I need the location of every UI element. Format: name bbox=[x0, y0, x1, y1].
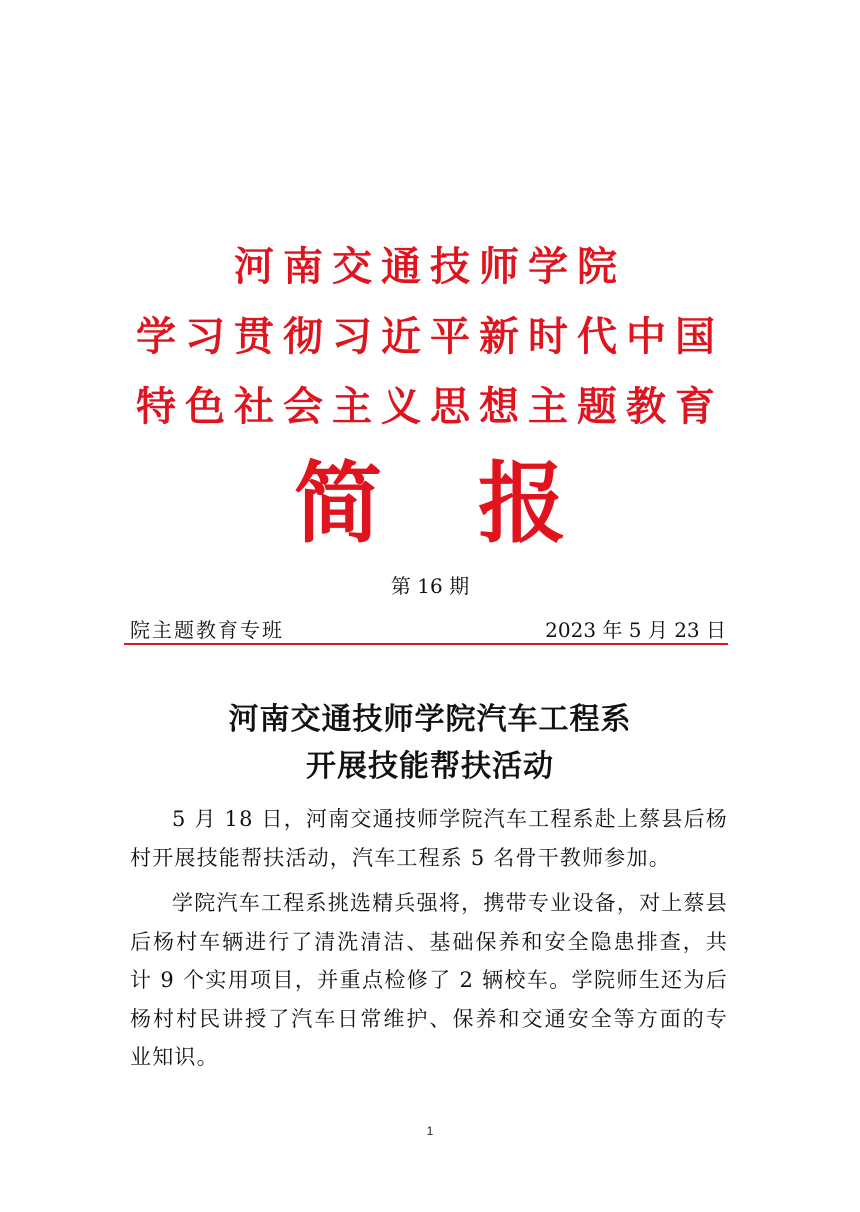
bulletin-title bbox=[0, 448, 860, 558]
masthead-theme-line-1: 学习贯彻习近平新时代中国 bbox=[136, 314, 724, 360]
article-paragraph: 5 月 18 日，河南交通技师学院汽车工程系赴上蔡县后杨村开展技能帮扶活动，汽车工程系 5 名骨干教师参加。 bbox=[130, 807, 728, 870]
issue-date: 2023 年 5 月 23 日 bbox=[545, 618, 726, 642]
masthead-school-name: 河南交通技师学院 bbox=[234, 244, 626, 290]
bulletin-meta-row bbox=[130, 615, 728, 645]
masthead-theme-line-2: 特色社会主义思想主题教育 bbox=[136, 384, 724, 430]
article-paragraph: 学院汽车工程系挑选精兵强将，携带专业设备，对上蔡县后杨村车辆进行了清洗清洁、基础保养和安全隐患排查，共计 9 个实用项目，并重点检修了 2 辆校车。学院师生还为后杨村村民讲授了汽车日常维护、保养和交通安全等方面的专业知识。 bbox=[130, 891, 728, 1069]
page-number: 1 bbox=[426, 1124, 434, 1138]
bulletin-title-char-2: 报 bbox=[478, 451, 567, 555]
red-divider-line bbox=[124, 643, 728, 645]
issuer-label: 院主题教育专班 bbox=[130, 618, 284, 642]
article-title-line-1: 河南交通技师学院汽车工程系 bbox=[228, 702, 632, 737]
bulletin-title-char-1: 简 bbox=[293, 451, 382, 555]
issue-number: 第 16 期 bbox=[390, 574, 470, 598]
article-body bbox=[130, 800, 728, 1084]
article-title-line-2: 开展技能帮扶活动 bbox=[306, 749, 554, 784]
